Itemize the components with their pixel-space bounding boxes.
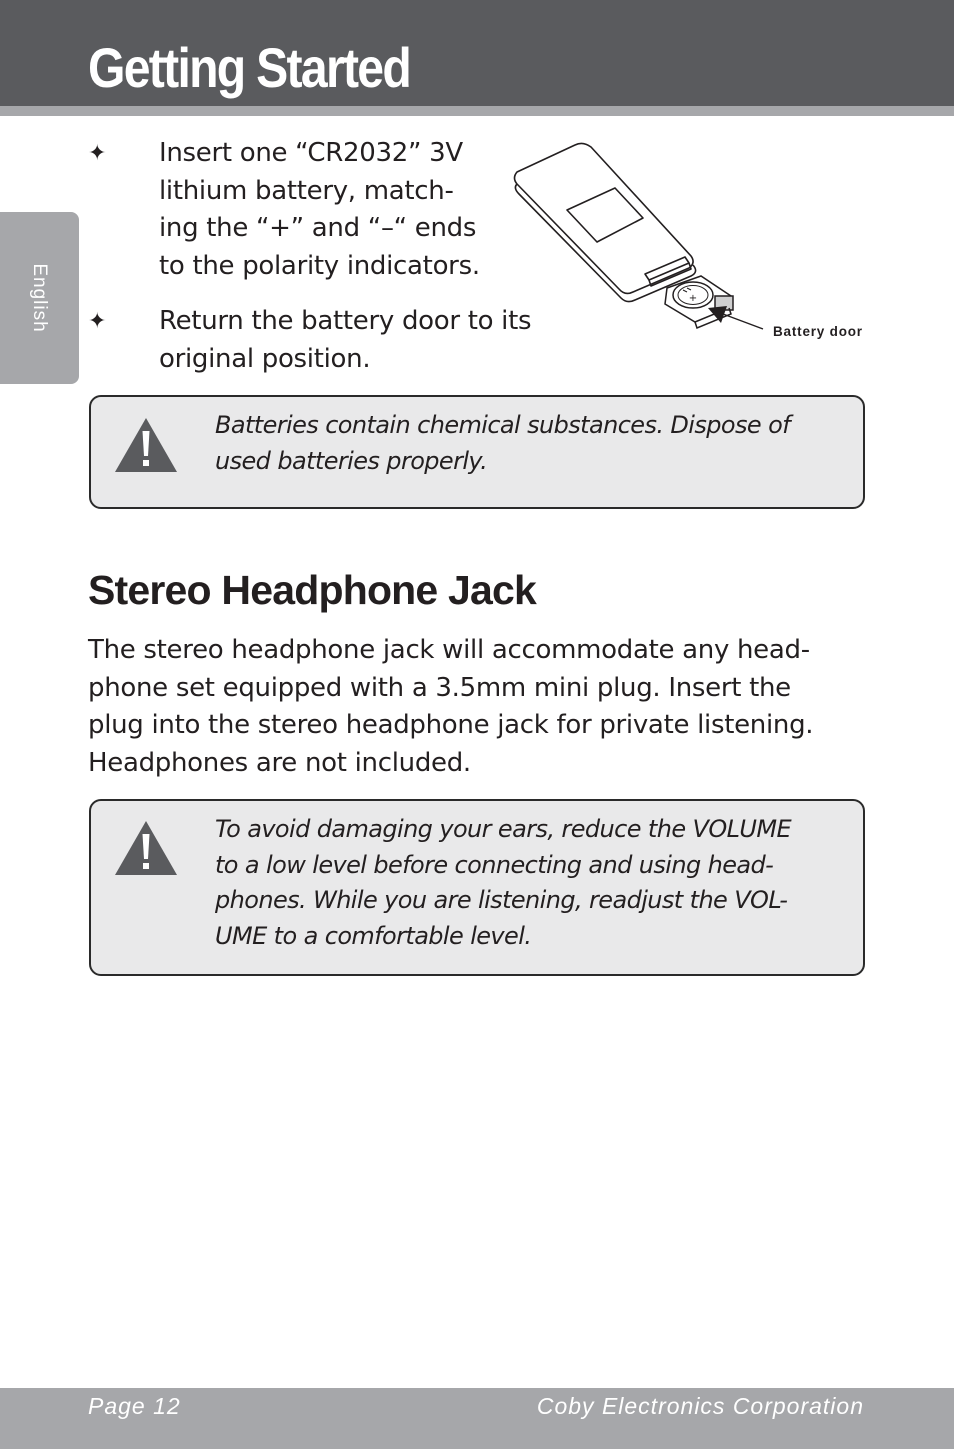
warning-triangle-icon — [113, 819, 179, 877]
warning-text: Batteries contain chemical substances. Dispose of used batteries properly. — [215, 411, 791, 475]
bullet-star-icon: ✦ — [88, 309, 107, 334]
warning-triangle-icon — [113, 416, 179, 474]
step-text: Return the battery door to its original position. — [159, 306, 532, 374]
page-number: Page 12 — [88, 1393, 181, 1419]
language-tab-label: English — [29, 263, 50, 333]
section-heading: Stereo Headphone Jack — [88, 567, 537, 613]
battery-warning-box — [89, 395, 865, 509]
remote-control-illustration — [515, 143, 696, 301]
remote-battery-diagram — [505, 138, 875, 348]
callout-arrow — [708, 306, 763, 329]
volume-warning-box — [89, 799, 865, 976]
battery-door-illustration — [665, 276, 733, 328]
polarity-plus-symbol: + — [688, 293, 698, 304]
warning-text: To avoid damaging your ears, reduce the VOLUME to a low level before connecting and using head- phones. While you are listening, readjust the VOL- UME to a comfortable level. — [215, 815, 792, 950]
company-name: Coby Electronics Corporation — [536, 1393, 864, 1419]
battery-door-callout-label: Battery door — [773, 324, 863, 339]
header-stripe — [0, 106, 954, 116]
step-text: Insert one “CR2032” 3V lithium battery, match- ing the “+” and “–“ ends to the polarity indicators. — [159, 138, 480, 281]
step-insert-battery — [88, 135, 528, 285]
bullet-star-icon: ✦ — [88, 141, 107, 166]
page-title: Getting Started — [88, 36, 411, 99]
section-body: The stereo headphone jack will accommodate any head- phone set equipped with a 3.5mm mini plug. Insert the plug into the stereo headphone jack for private listening. Headphones are not included. — [88, 635, 814, 778]
